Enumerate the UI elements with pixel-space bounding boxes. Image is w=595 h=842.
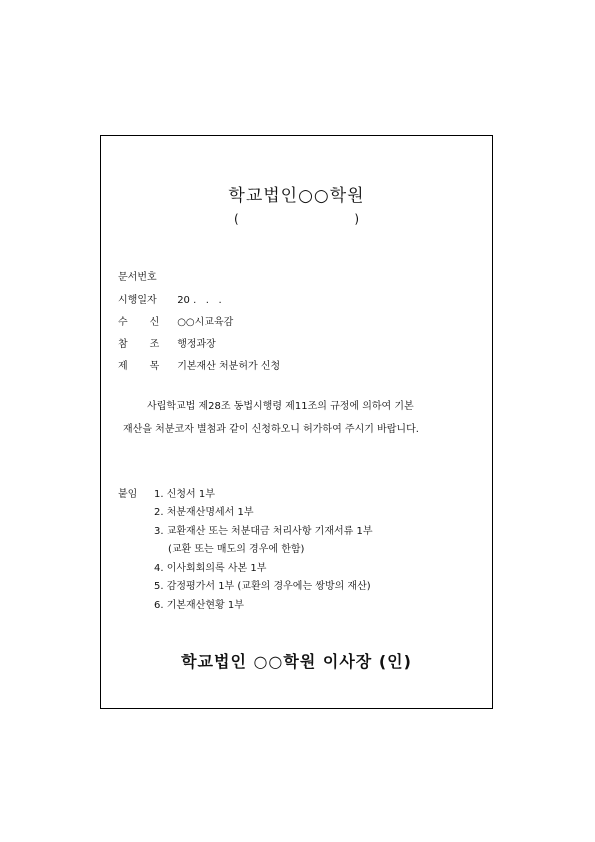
field-subject bbox=[118, 357, 280, 372]
field-value: 행정과장 bbox=[177, 339, 216, 350]
attachments-label: 붙임 bbox=[118, 489, 138, 500]
field-effective-date bbox=[118, 291, 222, 306]
body-text-line-1: 사립학교법 제28조 동법시행령 제11조의 규정에 의하여 기본 bbox=[147, 401, 414, 412]
document-title: 학교법인○○학원 bbox=[228, 186, 365, 206]
signature-line: 학교법인 ○○학원 이사장 (인) bbox=[181, 652, 412, 671]
attachment-item: 2. 처분재산명세서 1부 bbox=[154, 507, 254, 518]
field-value: 기본재산 처분허가 신청 bbox=[177, 361, 281, 372]
field-reference bbox=[118, 335, 216, 350]
field-label: 수 신 bbox=[118, 317, 160, 328]
body-text-line-2: 재산을 처분코자 별첨과 같이 신청하오니 허가하여 주시기 바랍니다. bbox=[123, 424, 419, 435]
field-label: 문서번호 bbox=[118, 272, 157, 283]
field-label: 참 조 bbox=[118, 339, 160, 350]
paren-close: ) bbox=[354, 212, 360, 226]
field-document-number bbox=[118, 268, 174, 283]
document-frame bbox=[100, 135, 493, 709]
attachment-item: 6. 기본재산현황 1부 bbox=[154, 600, 244, 611]
field-label: 시행일자 bbox=[118, 295, 157, 306]
attachment-item: 5. 감정평가서 1부 (교환의 경우에는 쌍방의 재산) bbox=[154, 581, 371, 592]
attachment-item: 1. 신청서 1부 bbox=[154, 489, 215, 500]
field-label: 제 목 bbox=[118, 361, 160, 372]
attachment-item: 4. 이사회회의록 사본 1부 bbox=[154, 563, 267, 574]
field-value: 20 . . . bbox=[177, 295, 222, 306]
title-subtitle-parentheses bbox=[101, 212, 492, 226]
paren-open: ( bbox=[233, 212, 239, 226]
field-value: ○○시교육감 bbox=[177, 317, 234, 328]
attachment-item: 3. 교환재산 또는 처분대금 처리사항 기재서류 1부 bbox=[154, 526, 373, 537]
attachment-note: (교환 또는 매도의 경우에 한함) bbox=[168, 544, 305, 555]
field-recipient bbox=[118, 313, 233, 328]
